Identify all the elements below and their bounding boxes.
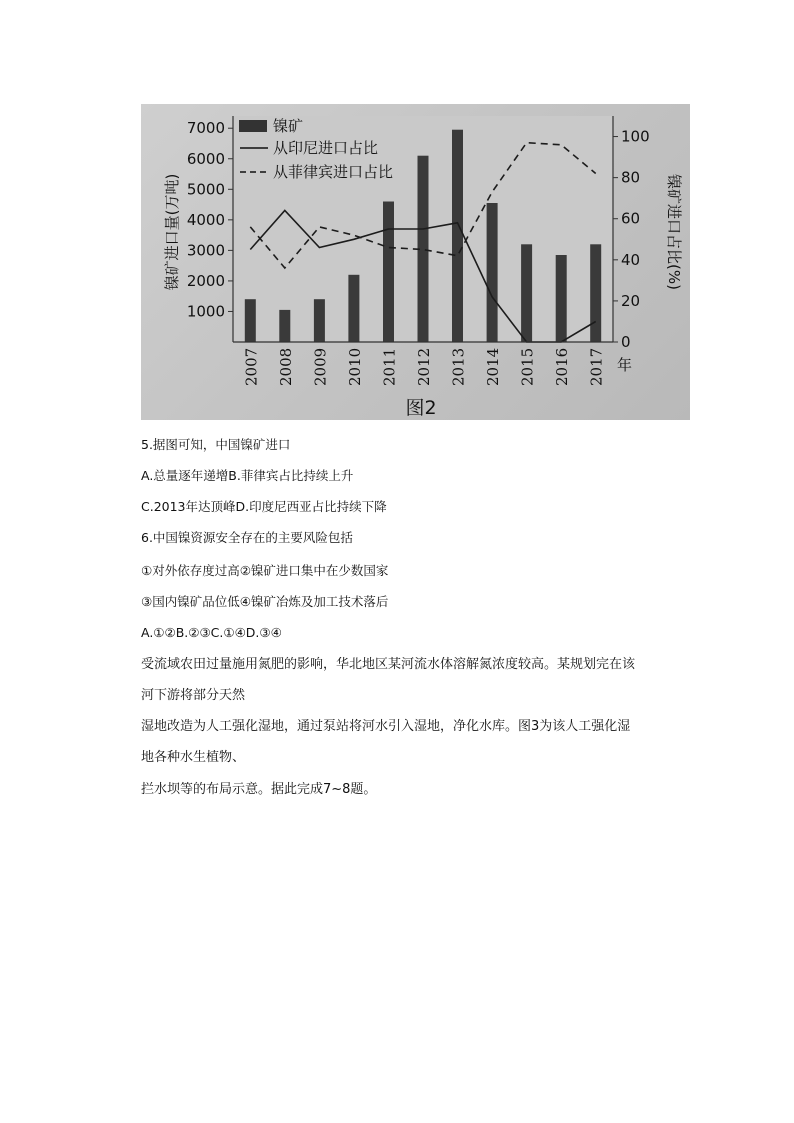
left-tick-label: 1000	[186, 302, 225, 321]
x-tick-label: 2010	[345, 347, 364, 386]
bar-2016	[556, 255, 567, 342]
bar-2007	[245, 299, 256, 342]
x-tick-label: 2007	[242, 347, 261, 386]
right-tick-label: 100	[621, 127, 650, 146]
question-5-options-ab: A.总量逐年递增B.菲律宾占比持续上升	[141, 468, 354, 483]
question-6-options: A.①②B.②③C.①④D.③④	[141, 625, 282, 640]
question-6-items-12: ①对外依存度过高②镍矿进口集中在少数国家	[141, 563, 389, 578]
x-tick-label: 2009	[311, 347, 330, 386]
x-tick-label: 2012	[415, 347, 433, 386]
legend-dashed-label: 从菲律宾进口占比	[273, 163, 394, 181]
x-tick-label: 2015	[518, 347, 537, 386]
legend-bar-swatch	[239, 120, 267, 132]
bar-2008	[279, 310, 290, 342]
question-6-items-34: ③国内镍矿品位低④镍矿冶炼及加工技术落后	[141, 594, 389, 609]
question-5: 5.据图可知，中国镍矿进口	[141, 437, 291, 452]
bar-2011	[383, 202, 394, 343]
bar-2015	[521, 244, 532, 342]
nickel-import-chart	[141, 104, 690, 420]
right-axis-title: 镍矿进口占比(%)	[665, 174, 683, 290]
question-6: 6.中国镍资源安全存在的主要风险包括	[141, 530, 353, 545]
right-tick-label: 0	[621, 333, 631, 351]
bar-2009	[314, 299, 325, 342]
passage-line-2a: 湿地改造为人工强化湿地，通过泵站将河水引入湿地，净化水库。图3为该人工强化湿	[141, 719, 631, 734]
passage-line-3: 拦水坝等的布局示意。据此完成7~8题。	[141, 782, 377, 797]
bar-2013	[452, 130, 463, 342]
passage-line-2b: 地各种水生植物、	[141, 750, 246, 765]
x-tick-label: 2011	[380, 347, 399, 386]
bar-2017	[590, 244, 601, 342]
passage-line-1b: 河下游将部分天然	[141, 688, 246, 703]
x-tick-label: 2013	[449, 347, 468, 386]
right-tick-label: 60	[621, 209, 641, 228]
left-tick-label: 5000	[186, 180, 225, 199]
x-tick-label: 2014	[484, 347, 503, 386]
left-axis-title: 镍矿进口量(万吨)	[163, 173, 181, 291]
bar-2010	[348, 275, 359, 342]
legend-bar-label: 镍矿	[273, 117, 304, 135]
chart-photo	[141, 104, 690, 420]
right-tick-label: 40	[621, 250, 641, 269]
left-tick-label: 6000	[186, 149, 225, 168]
bar-2014	[487, 203, 498, 342]
legend-solid-label: 从印尼进口占比	[273, 139, 379, 157]
question-5-options-cd: C.2013年达顶峰D.印度尼西亚占比持续下降	[141, 499, 387, 514]
x-tick-label: 2017	[587, 347, 606, 386]
x-tick-label: 2008	[276, 347, 295, 386]
left-tick-label: 3000	[186, 241, 225, 260]
left-tick-label: 7000	[186, 119, 225, 138]
x-tick-label: 2016	[553, 347, 572, 386]
right-tick-label: 80	[621, 168, 641, 187]
x-axis-unit: 年	[617, 356, 633, 374]
right-tick-label: 20	[621, 291, 641, 310]
passage-line-1a: 受流域农田过量施用氮肥的影响，华北地区某河流水体溶解氮浓度较高。某规划完在该	[141, 657, 636, 672]
left-tick-label: 2000	[186, 271, 225, 290]
left-tick-label: 4000	[186, 210, 225, 229]
figure-caption: 图2	[405, 397, 437, 419]
